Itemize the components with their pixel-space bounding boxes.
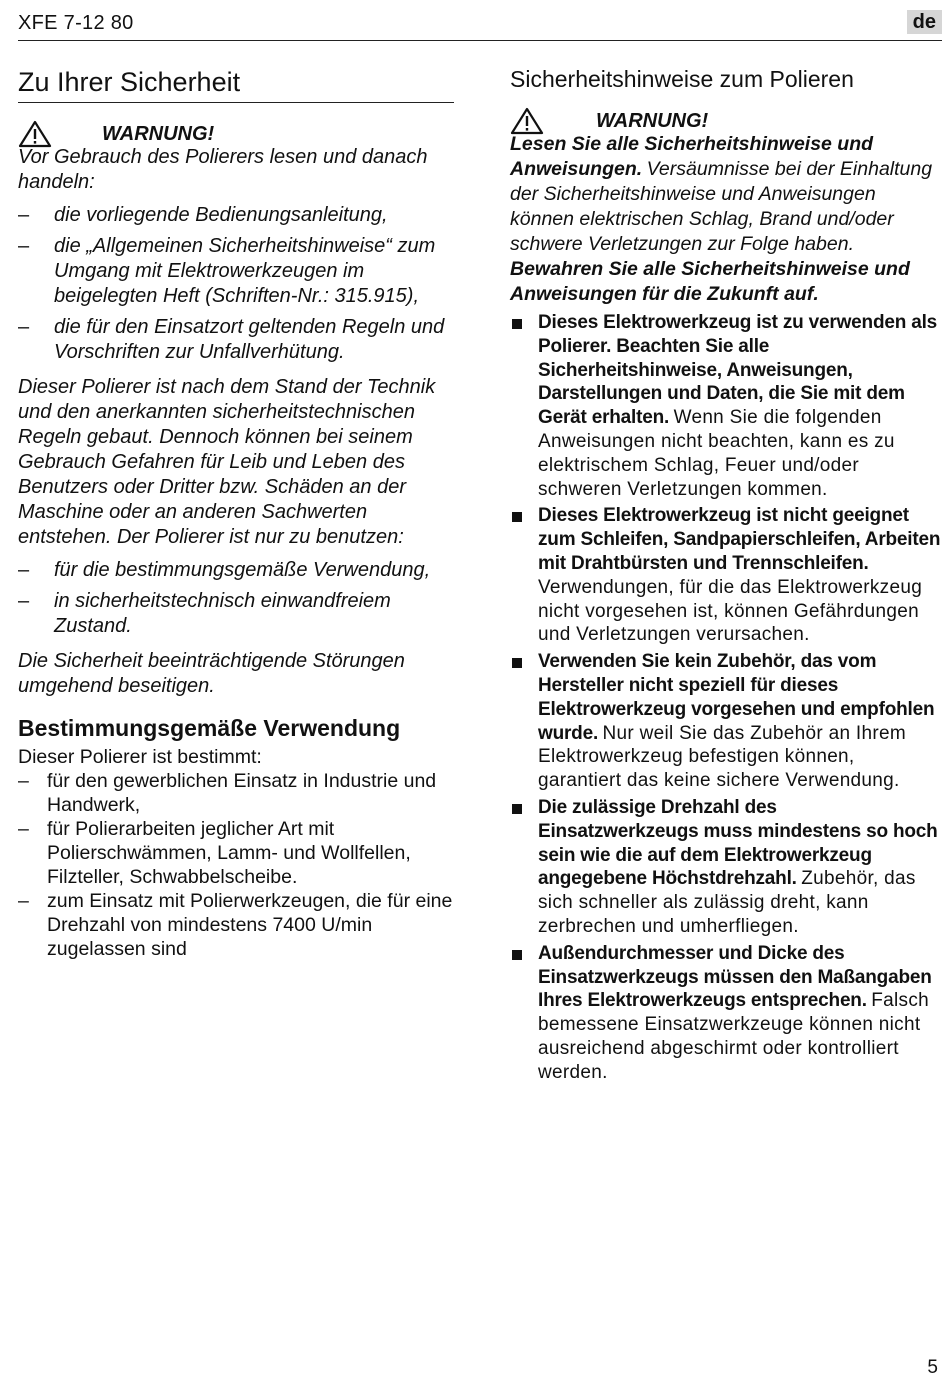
list-item: – die „Allgemeinen Sicherheitshinweise“ zum Umgang mit Elektrowerkzeugen im beigelegten Heft (Schriften-Nr.: 315.915), (18, 234, 454, 309)
closing-paragraph: Die Sicherheit beeinträchtigende Störungen umgehend beseitigen. (18, 650, 405, 697)
list-item: – zum Einsatz mit Polierwerkzeugen, die für eine Drehzahl von mindestens 7400 U/min zugelassen sind (18, 889, 454, 961)
right-column (510, 58, 942, 1088)
list-item: – für den gewerblichen Einsatz in Industrie und Handwerk, (18, 769, 454, 817)
section-title-safety: Zu Ihrer Sicherheit (18, 58, 454, 103)
left-column (18, 58, 454, 961)
list-item: – für die bestimmungsgemäße Verwendung, (18, 558, 454, 583)
list-item: Die zulässige Drehzahl des Einsatzwerkzeugs muss mindestens so hoch sein wie die auf dem Elektrowerkzeug angegebene Höchstdrehzahl. Zubehör, das sich schneller als zulässig dreht, kann zerbrechen und umherfliegen. (510, 796, 942, 939)
safety-bullet-list (510, 311, 942, 1085)
square-bullet-icon (512, 950, 522, 960)
read-instructions-paragraph (510, 132, 942, 307)
list-item: Außendurchmesser und Dicke des Einsatzwerkzeugs müssen den Maßangaben Ihres Elektrowerkzeugs entsprechen. Falsch bemessene Einsatzwerkzeuge können nicht ausreichend abgeschirmt oder kontrolliert werden. (510, 942, 942, 1085)
list-item: Verwenden Sie kein Zubehör, das vom Hersteller nicht speziell für dieses Elektrowerkzeug vorgesehen und empfohlen wurde. Nur weil Sie das Zubehör an Ihrem Elektrowerkzeug befestigen können, garantiert das keine sichere Verwendung. (510, 650, 942, 793)
warning-triangle-icon (18, 120, 52, 148)
square-bullet-icon (512, 804, 522, 814)
section-title-polishing: Sicherheitshinweise zum Polieren (510, 66, 854, 92)
read-instructions-text: Versäumnisse bei der Einhaltung der Sicherheitshinweise und Anweisungen können elektrischen Schlag, Brand und/oder schwere Verletzungen zur Folge haben. (510, 158, 933, 255)
safety-paragraph: Dieser Polierer ist nach dem Stand der Technik und den anerkannten sicherheitstechnischen Regeln gebaut. Dennoch können bei seinem Gebrauch Gefahren für Leib und Leben des Benutzers oder Dritter bzw. Schäden an der Maschine oder an anderen Sachwerten entstehen. Der Polierer ist nur zu benutzen: (18, 376, 436, 548)
list-item: – die vorliegende Bedienungsanleitung, (18, 203, 454, 228)
section-title-intended-use: Bestimmungsgemäße Verwendung (18, 715, 401, 741)
warning-list (18, 203, 454, 365)
list-item: Dieses Elektrowerkzeug ist nicht geeignet zum Schleifen, Sandpapierschleifen, Arbeiten mit Drahtbürsten und Trennschleifen. Verwendungen, für die das Elektrowerkzeug nicht vorgesehen ist, können Gefährdungen und Verletzungen verursachen. (510, 504, 942, 647)
use-list (18, 558, 454, 639)
square-bullet-icon (512, 319, 522, 329)
page-number: 5 (927, 1357, 938, 1378)
list-item: – für Polierarbeiten jeglicher Art mit Polierschwämmen, Lamm- und Wollfellen, Filzteller, Schwabbelscheibe. (18, 817, 454, 889)
warning-label: WARNUNG! (102, 122, 215, 145)
warning-label: WARNUNG! (596, 109, 709, 132)
intended-use-list (18, 769, 454, 961)
intended-use-intro: Dieser Polierer ist bestimmt: (18, 746, 262, 768)
page-header (18, 10, 942, 41)
model-name: XFE 7-12 80 (18, 12, 134, 34)
read-instructions-bold: Lesen Sie alle Sicherheitshinweise und Anweisungen. (510, 133, 874, 180)
list-item: – in sicherheitstechnisch einwandfreiem Zustand. (18, 589, 454, 639)
warning-triangle-icon (510, 107, 544, 135)
language-badge: de (907, 10, 942, 34)
warning-intro: Vor Gebrauch des Polierers lesen und danach handeln: (18, 146, 428, 193)
keep-instructions-bold: Bewahren Sie alle Sicherheitshinweise und Anweisungen für die Zukunft auf. (510, 258, 910, 305)
list-item: Dieses Elektrowerkzeug ist zu verwenden als Polierer. Beachten Sie alle Sicherheitshinweise, Anweisungen, Darstellungen und Daten, die Sie mit dem Gerät erhalten. Wenn Sie die folgenden Anweisungen nicht beachten, kann es zu elektrischem Schlag, Feuer und/oder schweren Verletzungen kommen. (510, 311, 942, 501)
square-bullet-icon (512, 512, 522, 522)
square-bullet-icon (512, 658, 522, 668)
list-item: – die für den Einsatzort geltenden Regeln und Vorschriften zur Unfallverhütung. (18, 315, 454, 365)
